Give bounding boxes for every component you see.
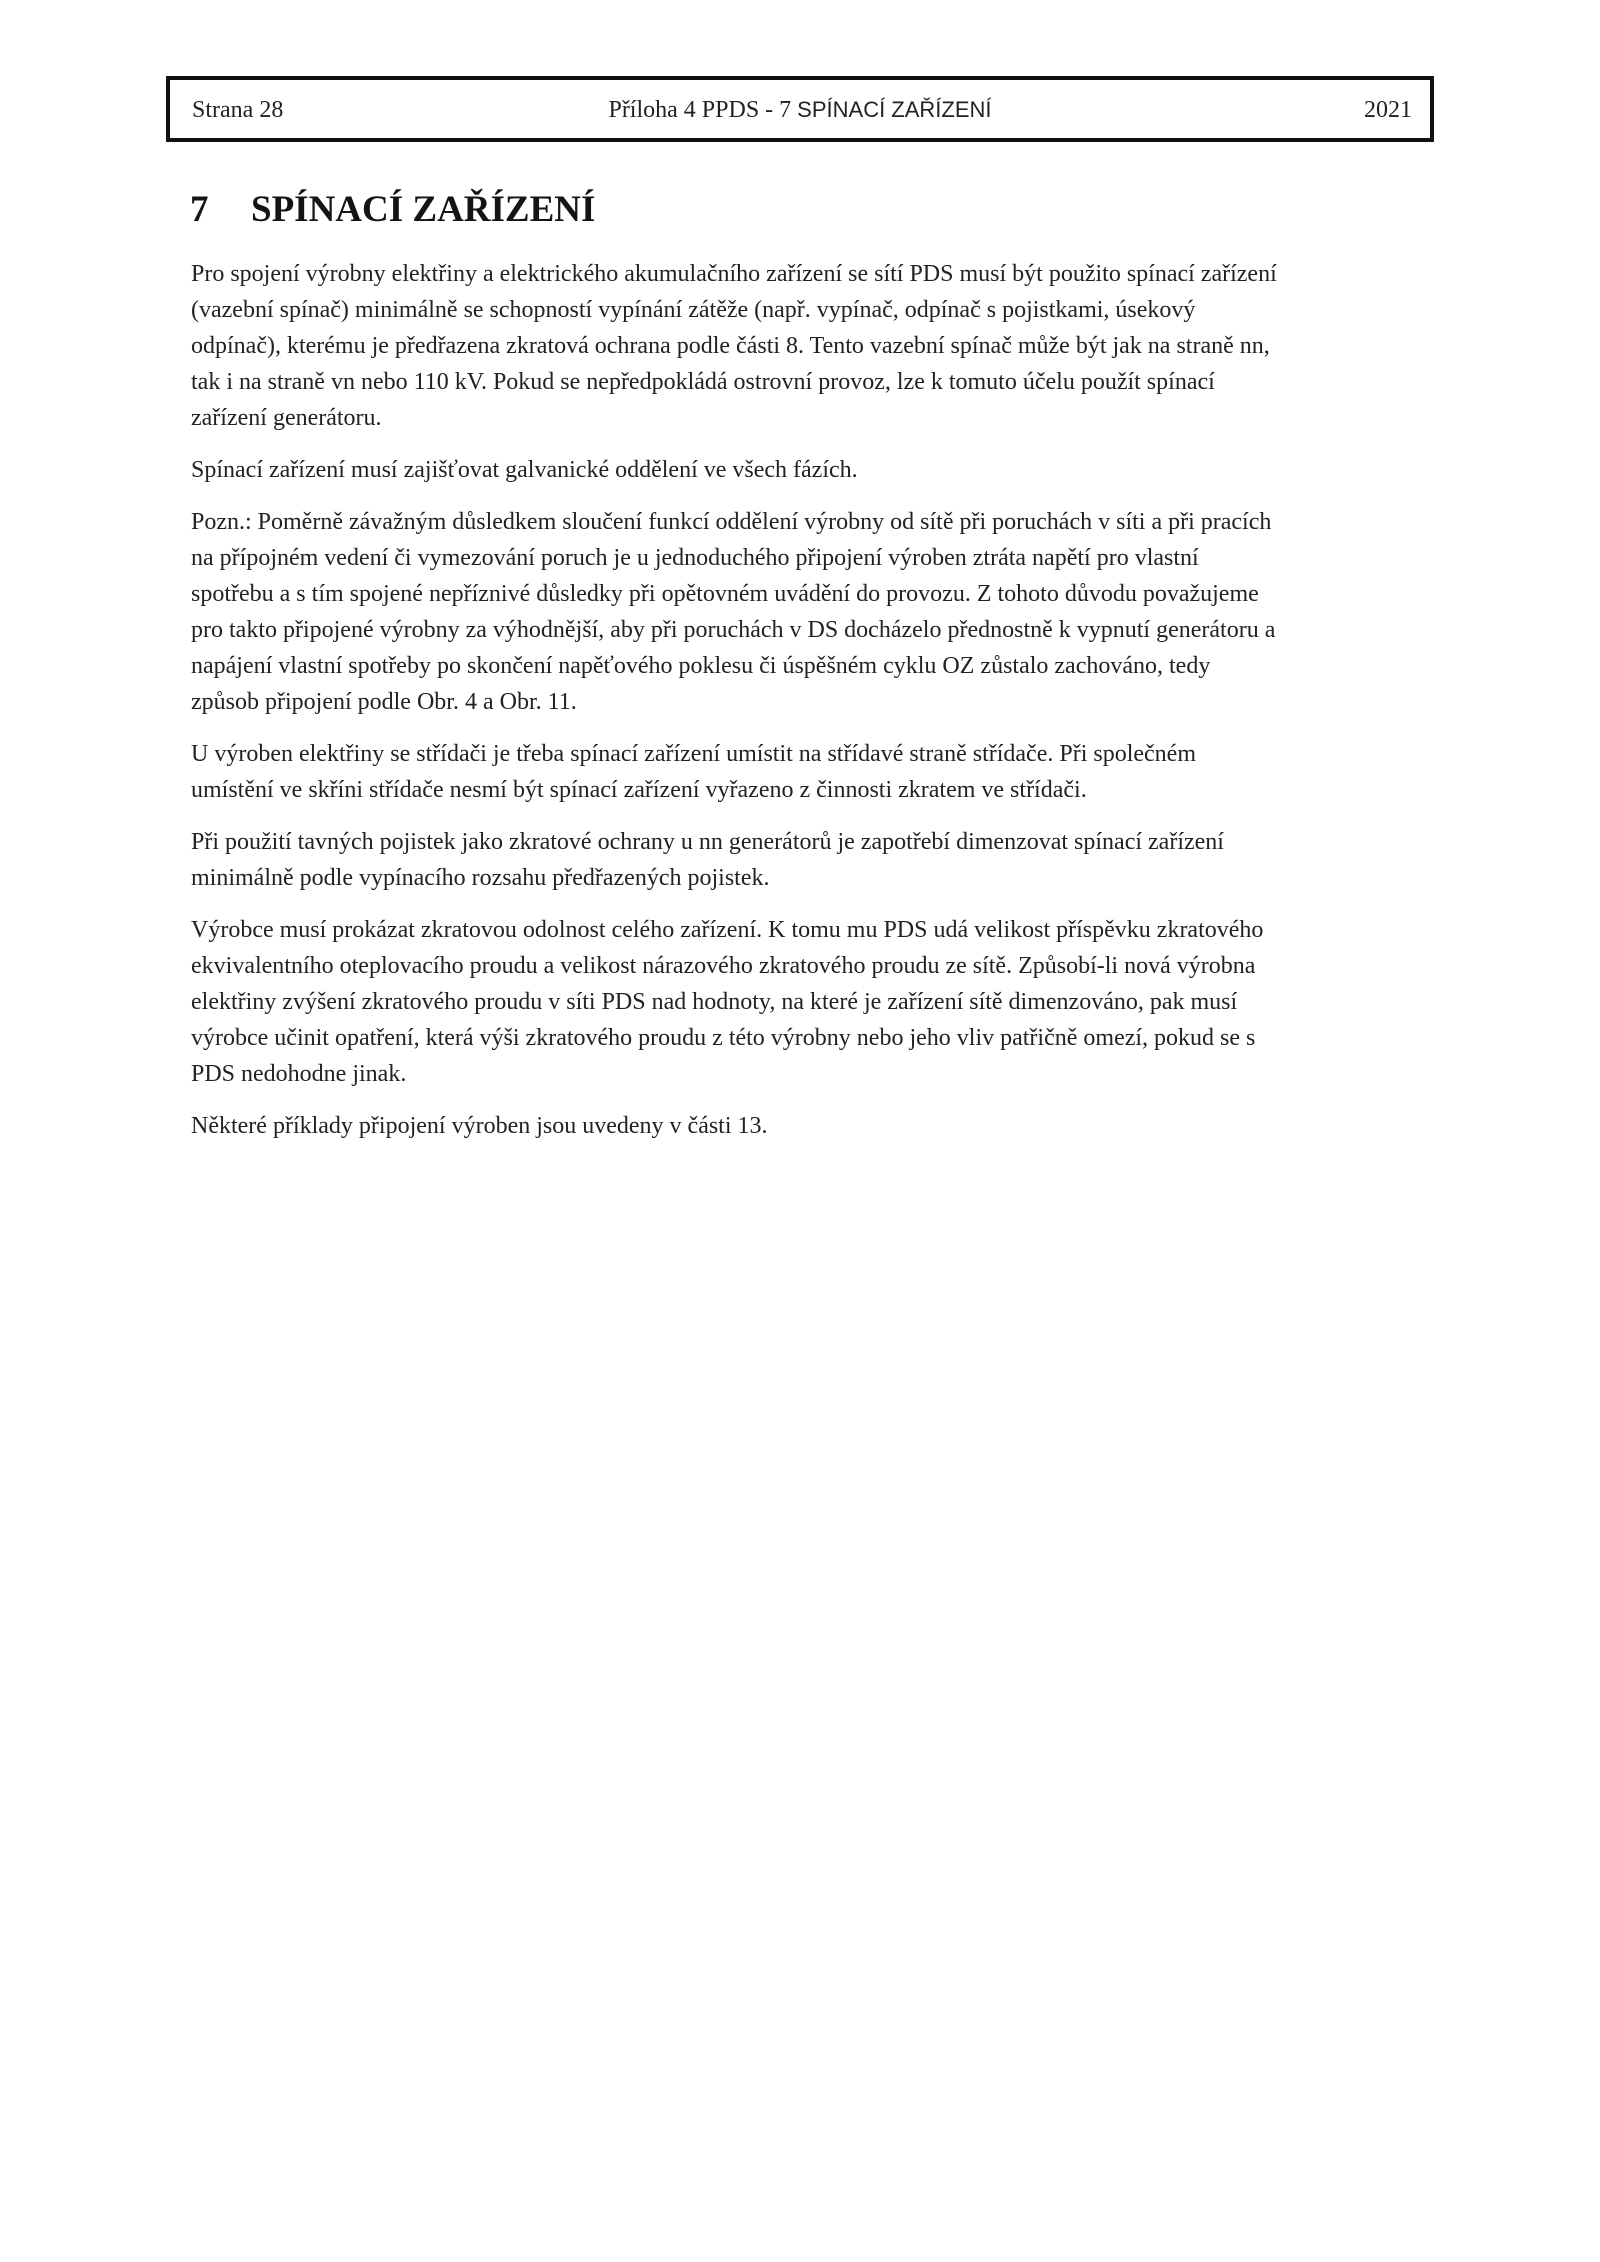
section-heading [190, 188, 595, 232]
header-section-name: SPÍNACÍ ZAŘÍZENÍ [797, 97, 992, 122]
paragraph-examples [191, 1108, 1423, 1144]
section-number: 7 [190, 189, 209, 230]
text-line: umístění ve skříni střídače nesmí být spínací zařízení vyřazeno z činnosti zkratem ve střídači. [191, 777, 1087, 803]
text-line: napájení vlastní spotřeby po skončení napěťového poklesu či úspěšném cyklu OZ zůstalo zachováno, tedy [191, 653, 1211, 679]
text-line: Pozn.: Poměrně závažným důsledkem sloučení funkcí oddělení výrobny od sítě při poruchách v síti a při pracích [191, 509, 1272, 535]
text-line: Pro spojení výrobny elektřiny a elektrického akumulačního zařízení se sítí PDS musí být použito spínací zařízení [191, 261, 1277, 287]
text-line: odpínač), kterému je předřazena zkratová ochrana podle části 8. Tento vazební spínač může být jak na straně nn, [191, 333, 1270, 359]
text-line: PDS nedohodne jinak. [191, 1061, 407, 1087]
text-line: Spínací zařízení musí zajišťovat galvanické oddělení ve všech fázích. [191, 457, 858, 483]
paragraph-inverters [191, 736, 1423, 808]
text-line: na přípojném vedení či vymezování poruch je u jednoduchého připojení výroben ztráta napětí pro vlastní [191, 545, 1199, 571]
header-document-prefix: Příloha 4 PPDS - 7 [608, 97, 798, 123]
text-line: (vazební spínač) minimálně se schopností vypínání zátěže (např. vypínač, odpínač s pojistkami, úsekový [191, 297, 1196, 323]
text-line: pro takto připojené výrobny za výhodnější, aby při poruchách v DS docházelo přednostně k vypnutí generátoru a [191, 617, 1276, 643]
section-title: SPÍNACÍ ZAŘÍZENÍ [251, 189, 596, 230]
document-body [191, 256, 1423, 1160]
header-document-title [170, 96, 1430, 124]
page-header [166, 76, 1434, 142]
text-line: U výroben elektřiny se střídači je třeba spínací zařízení umístit na střídavé straně střídače. Při společném [191, 741, 1196, 767]
paragraph-short-circuit-resistance [191, 912, 1423, 1092]
paragraph-galvanic-isolation [191, 452, 1423, 488]
header-year: 2021 [1364, 97, 1412, 123]
text-line: elektřiny zvýšení zkratového proudu v síti PDS nad hodnoty, na které je zařízení sítě dimenzováno, pak musí [191, 989, 1238, 1015]
paragraph-fuses [191, 824, 1423, 896]
header-page-number: Strana 28 [192, 97, 284, 123]
text-line: minimálně podle vypínacího rozsahu předřazených pojistek. [191, 865, 770, 891]
text-line: Některé příklady připojení výroben jsou uvedeny v části 13. [191, 1113, 768, 1139]
paragraph-note [191, 504, 1423, 720]
text-line: ekvivalentního oteplovacího proudu a velikost nárazového zkratového proudu ze sítě. Způsobí-li nová výrobna [191, 953, 1256, 979]
text-line: způsob připojení podle Obr. 4 a Obr. 11. [191, 689, 577, 715]
text-line: Při použití tavných pojistek jako zkratové ochrany u nn generátorů je zapotřebí dimenzovat spínací zařízení [191, 829, 1224, 855]
text-line: zařízení generátoru. [191, 405, 382, 431]
text-line: Výrobce musí prokázat zkratovou odolnost celého zařízení. K tomu mu PDS udá velikost příspěvku zkratového [191, 917, 1264, 943]
text-line: výrobce učinit opatření, která výši zkratového proudu z této výrobny nebo jeho vliv patřičně omezí, pokud se s [191, 1025, 1256, 1051]
text-line: spotřebu a s tím spojené nepříznivé důsledky při opětovném uvádění do provozu. Z tohoto důvodu považujeme [191, 581, 1259, 607]
text-line: tak i na straně vn nebo 110 kV. Pokud se nepředpokládá ostrovní provoz, lze k tomuto účelu použít spínací [191, 369, 1215, 395]
paragraph-connection-switch [191, 256, 1423, 436]
